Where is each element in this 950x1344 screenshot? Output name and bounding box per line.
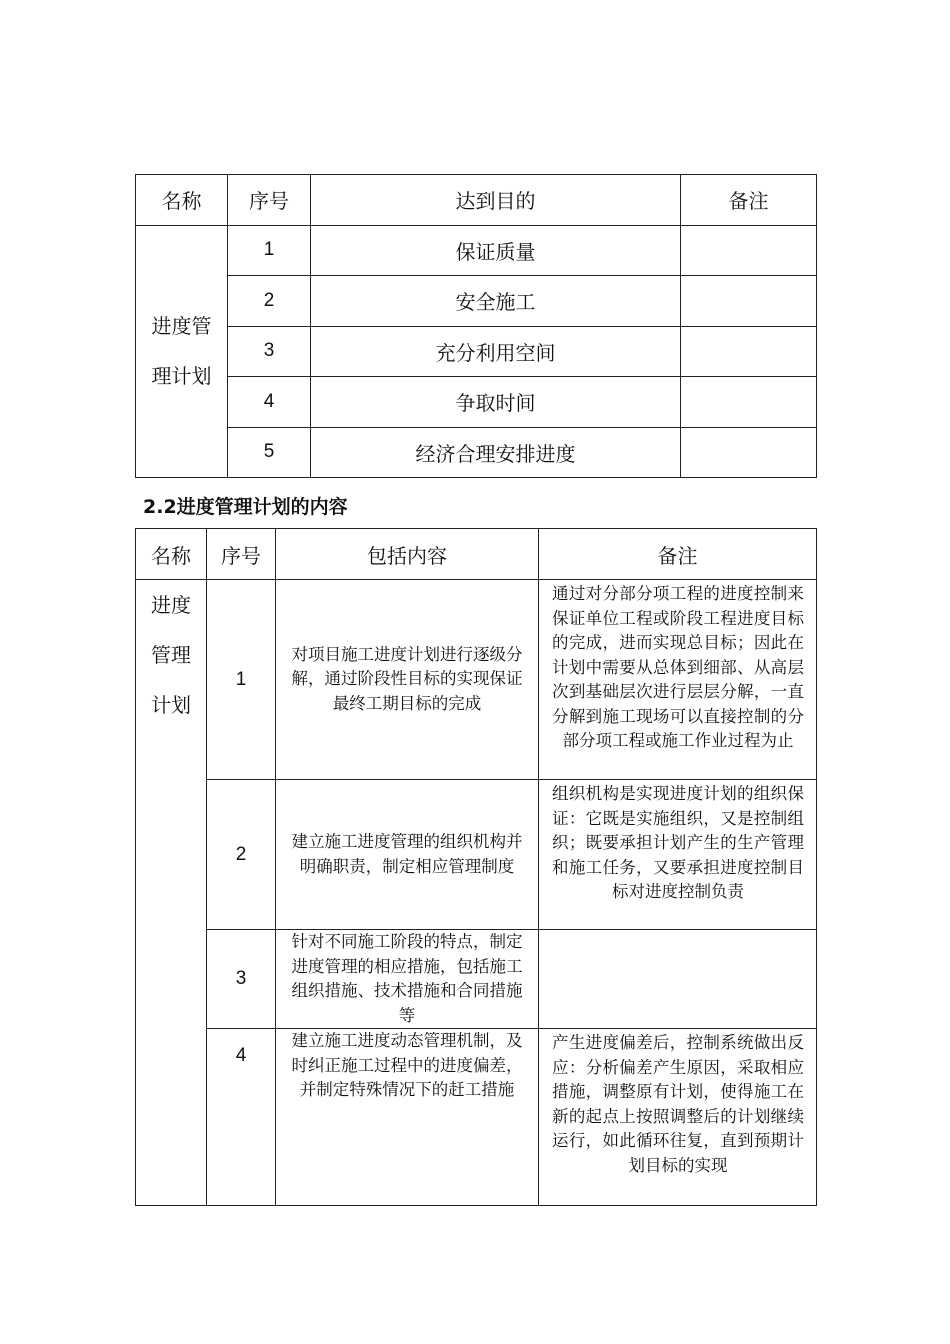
table-row <box>136 580 817 780</box>
name-cell <box>136 225 228 478</box>
table-row <box>136 427 817 478</box>
row-purpose: 安全施工 <box>311 276 681 327</box>
table-header-row <box>136 529 817 580</box>
row-number: 5 <box>228 427 311 478</box>
table-row <box>136 377 817 428</box>
row-number: 2 <box>228 276 311 327</box>
header-purpose: 达到目的 <box>311 175 681 226</box>
row-note: 产生进度偏差后，控制系统做出反应：分析偏差产生原因，采取相应措施，调整原有计划，使得施工在新的起点上按照调整后的计划继续运行，如此循环往复，直到预期计划目标的实现 <box>539 1029 817 1206</box>
row-purpose: 保证质量 <box>311 225 681 276</box>
row-purpose: 充分利用空间 <box>311 326 681 377</box>
header-note: 备注 <box>539 529 817 580</box>
row-note <box>681 377 817 428</box>
header-content: 包括内容 <box>276 529 539 580</box>
table-row <box>136 930 817 1029</box>
name-cell <box>136 580 207 1206</box>
row-note <box>681 427 817 478</box>
row-content: 建立施工进度管理的组织机构并明确职责，制定相应管理制度 <box>276 780 539 930</box>
row-note <box>681 276 817 327</box>
table-row <box>136 326 817 377</box>
row-note <box>681 326 817 377</box>
header-number: 序号 <box>228 175 311 226</box>
row-content: 针对不同施工阶段的特点，制定进度管理的相应措施，包括施工组织措施、技术措施和合同措施等 <box>276 930 539 1029</box>
row-note <box>539 930 817 1029</box>
table-row <box>136 276 817 327</box>
header-number: 序号 <box>207 529 276 580</box>
purpose-table <box>135 174 817 478</box>
name-line-2: 理计划 <box>151 364 212 389</box>
table-header-row <box>136 175 817 226</box>
row-note: 通过对分部分项工程的进度控制来保证单位工程或阶段工程进度目标的完成，进而实现总目标；因此在计划中需要从总体到细部、从高层次到基础层次进行层层分解，一直分解到施工现场可以直接控制的分部分项工程或施工作业过程为止 <box>539 580 817 780</box>
row-number: 4 <box>207 1029 276 1206</box>
header-name: 名称 <box>136 175 228 226</box>
row-number: 2 <box>207 780 276 930</box>
name-line-1: 进度管 <box>151 314 212 339</box>
row-number: 1 <box>228 225 311 276</box>
table-row <box>136 780 817 930</box>
table-row <box>136 1029 817 1206</box>
row-number: 1 <box>207 580 276 780</box>
row-content: 对项目施工进度计划进行逐级分解，通过阶段性目标的实现保证最终工期目标的完成 <box>276 580 539 780</box>
row-number: 3 <box>228 326 311 377</box>
name-line-3: 计划 <box>151 693 191 717</box>
row-purpose: 经济合理安排进度 <box>311 427 681 478</box>
row-note: 组织机构是实现进度计划的组织保证：它既是实施组织，又是控制组织；既要承担计划产生的生产管理和施工任务，又要承担进度控制目标对进度控制负责 <box>539 780 817 930</box>
header-note: 备注 <box>681 175 817 226</box>
row-note <box>681 225 817 276</box>
name-line-1: 进度 <box>151 593 191 617</box>
row-content: 建立施工进度动态管理机制，及时纠正施工过程中的进度偏差，并制定特殊情况下的赶工措施 <box>276 1029 539 1206</box>
header-name: 名称 <box>136 529 207 580</box>
content-table <box>135 528 817 1206</box>
table-row <box>136 225 817 276</box>
row-purpose: 争取时间 <box>311 377 681 428</box>
row-number: 4 <box>228 377 311 428</box>
name-line-2: 管理 <box>151 643 191 667</box>
row-number: 3 <box>207 930 276 1029</box>
section-heading: 2.2进度管理计划的内容 <box>143 496 348 518</box>
